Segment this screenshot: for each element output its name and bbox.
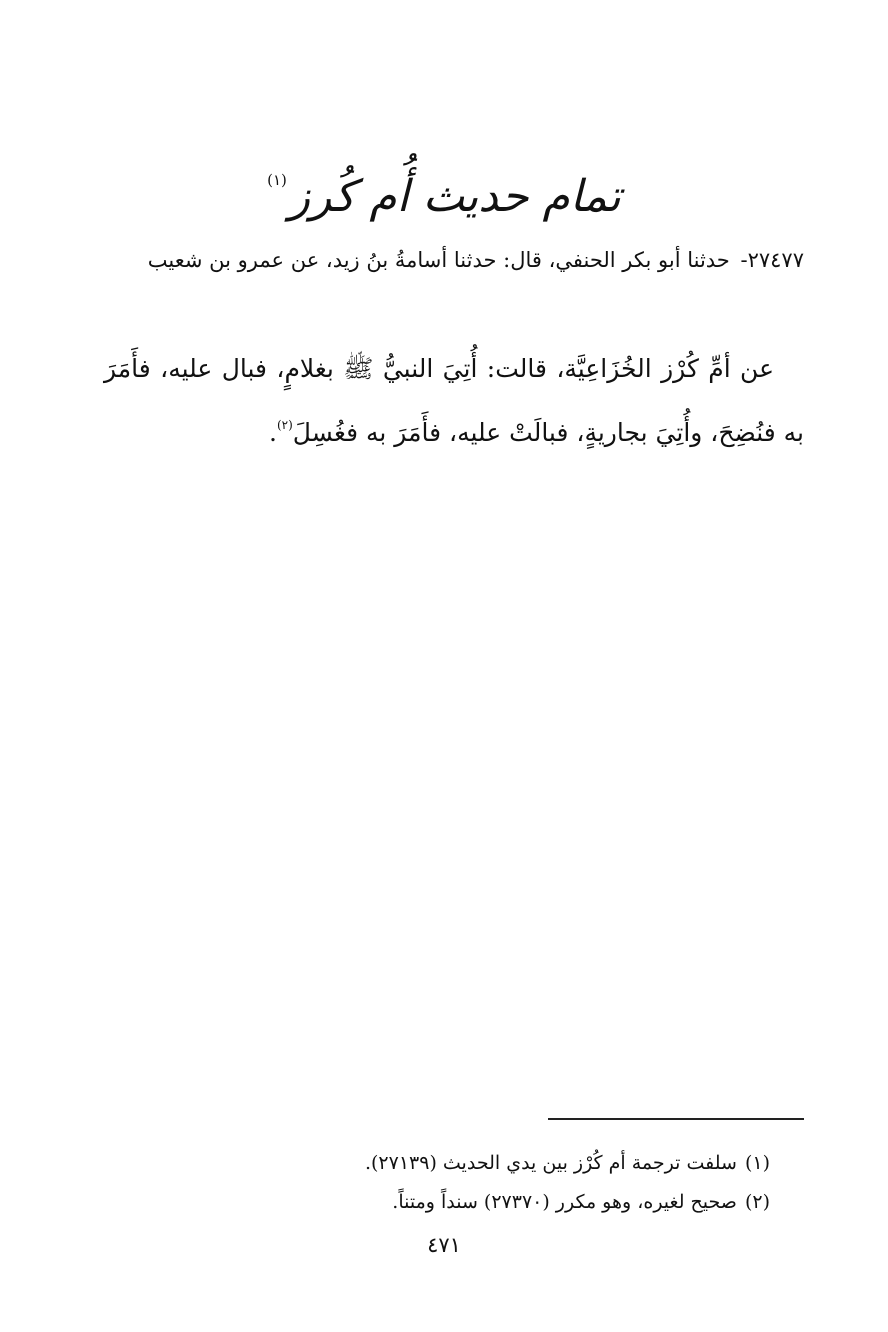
hadith-isnad [104,238,804,282]
footnote-text: سلفت ترجمة أم كُرْز بين يدي الحديث (٢٧١٣٩). [364,1152,737,1174]
matn-end: . [269,418,277,447]
footnotes [180,1144,770,1222]
footnote-number: (٢) [744,1191,770,1213]
hadith-matn [104,340,804,461]
footnote-divider [548,1118,804,1120]
matn-text: عن أمِّ كُرْز الخُزَاعِيَّة، قالت: أُتِيَ النبيُّ ﷺ بغلامٍ، فبال عليه، فأَمَرَ به فنُضِحَ، وأُتِيَ بجاريةٍ، فبالَتْ عليه، فأَمَرَ به فغُسِلَ [104,354,804,447]
footnote-item [180,1183,770,1222]
footnote-text: صحيح لغيره، وهو مكرر (٢٧٣٧٠) سنداً ومتناً. [392,1191,737,1213]
matn-footnote-ref: (٢) [276,418,293,432]
hadith-number: ٢٧٤٧٧- [740,248,804,272]
chapter-heading [0,150,888,227]
footnote-item [180,1144,770,1183]
footnote-number: (١) [744,1152,770,1174]
page-number: ٤٧١ [427,1233,461,1257]
isnad-text: حدثنا أبو بكر الحنفي، قال: حدثنا أسامةُ بنُ زيد، عن عمرو بن شعيب [147,248,730,272]
heading-footnote-ref: (١) [267,171,287,189]
chapter-heading-text: تمام حديث أُم كُرز [288,171,621,222]
